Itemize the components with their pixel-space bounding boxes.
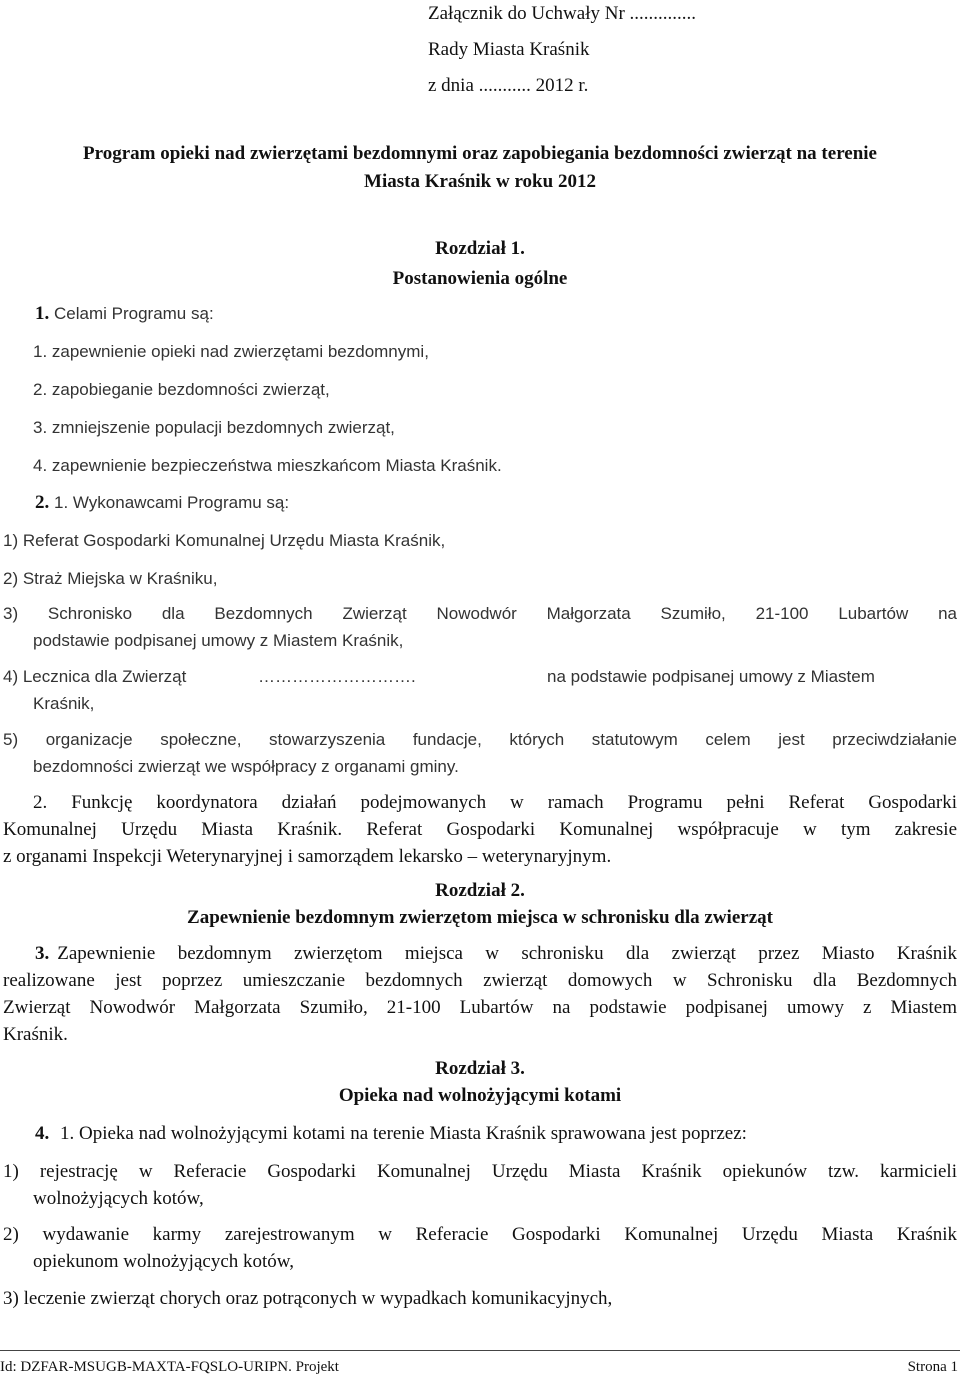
section-4-mark: 4. bbox=[35, 1123, 50, 1144]
section-1-text: Celami Programu są: bbox=[54, 304, 214, 323]
goal-2: 2. zapobieganie bezdomności zwierząt, bbox=[33, 380, 330, 399]
executor-4-prefix: 4) Lecznica dla Zwierząt bbox=[3, 667, 187, 686]
goal-4: 4. zapewnienie bezpieczeństwa mieszkańcom Miasta Kraśnik. bbox=[33, 456, 502, 475]
executor-3-line1: 3) Schronisko dla Bezdomnych Zwierząt Nowodwór Małgorzata Szumiło, 21-100 Lubartów na bbox=[3, 604, 957, 623]
document-title-line1: Program opieki nad zwierzętami bezdomnymi oraz zapobiegania bezdomności zwierząt na terenie bbox=[83, 143, 877, 164]
document-title-line2: Miasta Kraśnik w roku 2012 bbox=[364, 171, 596, 192]
annex-header-line2: Rady Miasta Kraśnik bbox=[428, 39, 590, 60]
section-3-mark: 3. bbox=[35, 943, 50, 964]
annex-header-line1: Załącznik do Uchwały Nr .............. bbox=[428, 3, 697, 24]
care-item-1-line2: wolnożyjących kotów, bbox=[33, 1188, 204, 1209]
footer-page-number: Strona 1 bbox=[907, 1359, 958, 1375]
section-2-point-2-line1: 2. Funkcję koordynatora działań podejmowanych w ramach Programu pełni Referat Gospodarki bbox=[33, 792, 957, 813]
footer-document-id: Id: DZFAR-MSUGB-MAXTA-FQSLO-URIPN. Projekt bbox=[0, 1359, 339, 1375]
executor-5-line1: 5) organizacje społeczne, stowarzyszenia fundacje, których statutowym celem jest przeciwdziałanie bbox=[3, 730, 957, 749]
section-4 bbox=[35, 1123, 747, 1145]
section-3-text-line1: Zapewnienie bezdomnym zwierzętom miejsca w schronisku dla zwierząt przez Miasto Kraśnik bbox=[57, 943, 957, 964]
section-3-line1 bbox=[35, 943, 957, 965]
care-item-1-line1: 1) rejestrację w Referacie Gospodarki Komunalnej Urzędu Miasta Kraśnik opiekunów tzw. karmicieli bbox=[3, 1161, 957, 1182]
chapter2-heading: Rozdział 2. bbox=[435, 880, 525, 901]
executor-4-dots: ………………………. bbox=[258, 667, 416, 686]
care-item-2-line2: opiekunom wolnożyjących kotów, bbox=[33, 1251, 295, 1272]
executor-2: 2) Straż Miejska w Kraśniku, bbox=[3, 569, 218, 588]
chapter1-heading: Rozdział 1. bbox=[435, 238, 525, 259]
section-2-mark: 2. bbox=[35, 492, 50, 513]
section-3-text-line3: Zwierząt Nowodwór Małgorzata Szumiło, 21-100 Lubartów na podstawie podpisanej umowy z Miastem bbox=[3, 997, 957, 1018]
section-2-text: 1. Wykonawcami Programu są: bbox=[54, 493, 290, 512]
chapter2-subtitle: Zapewnienie bezdomnym zwierzętom miejsca w schronisku dla zwierząt bbox=[187, 907, 773, 928]
annex-header-line3: z dnia ........... 2012 r. bbox=[428, 75, 589, 96]
section-2-point-2-line3: z organami Inspekcji Weterynaryjnej i samorządem lekarsko – weterynaryjnym. bbox=[3, 846, 612, 867]
section-3-text-line4: Kraśnik. bbox=[3, 1024, 68, 1045]
executor-4-line2: Kraśnik, bbox=[33, 694, 95, 713]
chapter1-subtitle: Postanowienia ogólne bbox=[392, 268, 568, 289]
section-2 bbox=[35, 492, 289, 514]
goal-3: 3. zmniejszenie populacji bezdomnych zwierząt, bbox=[33, 418, 395, 437]
goal-1: 1. zapewnienie opieki nad zwierzętami bezdomnymi, bbox=[33, 342, 429, 361]
executor-3-line2: podstawie podpisanej umowy z Miastem Kraśnik, bbox=[33, 631, 404, 650]
section-1 bbox=[35, 303, 214, 325]
executor-1: 1) Referat Gospodarki Komunalnej Urzędu Miasta Kraśnik, bbox=[3, 531, 446, 550]
section-3-text-line2: realizowane jest poprzez umieszczanie bezdomnych zwierząt domowych w Schronisku dla Bezdomnych bbox=[3, 970, 957, 991]
executor-4-suffix: na podstawie podpisanej umowy z Miastem bbox=[547, 667, 875, 686]
care-item-2-line1: 2) wydawanie karmy zarejestrowanym w Referacie Gospodarki Komunalnej Urzędu Miasta Kraśnik bbox=[3, 1224, 957, 1245]
chapter3-heading: Rozdział 3. bbox=[435, 1058, 525, 1079]
section-4-text: 1. Opieka nad wolnożyjącymi kotami na terenie Miasta Kraśnik sprawowana jest poprzez: bbox=[60, 1123, 747, 1144]
section-2-point-2-line2: Komunalnej Urzędu Miasta Kraśnik. Referat Gospodarki Komunalnej współpracuje w tym zakresie bbox=[3, 819, 957, 840]
footer-divider bbox=[0, 1350, 960, 1351]
chapter3-subtitle: Opieka nad wolnożyjącymi kotami bbox=[338, 1085, 622, 1106]
executor-5-line2: bezdomności zwierząt we współpracy z organami gminy. bbox=[33, 757, 459, 776]
care-item-3: 3) leczenie zwierząt chorych oraz potrąconych w wypadkach komunikacyjnych, bbox=[3, 1288, 613, 1309]
section-1-mark: 1. bbox=[35, 303, 50, 324]
